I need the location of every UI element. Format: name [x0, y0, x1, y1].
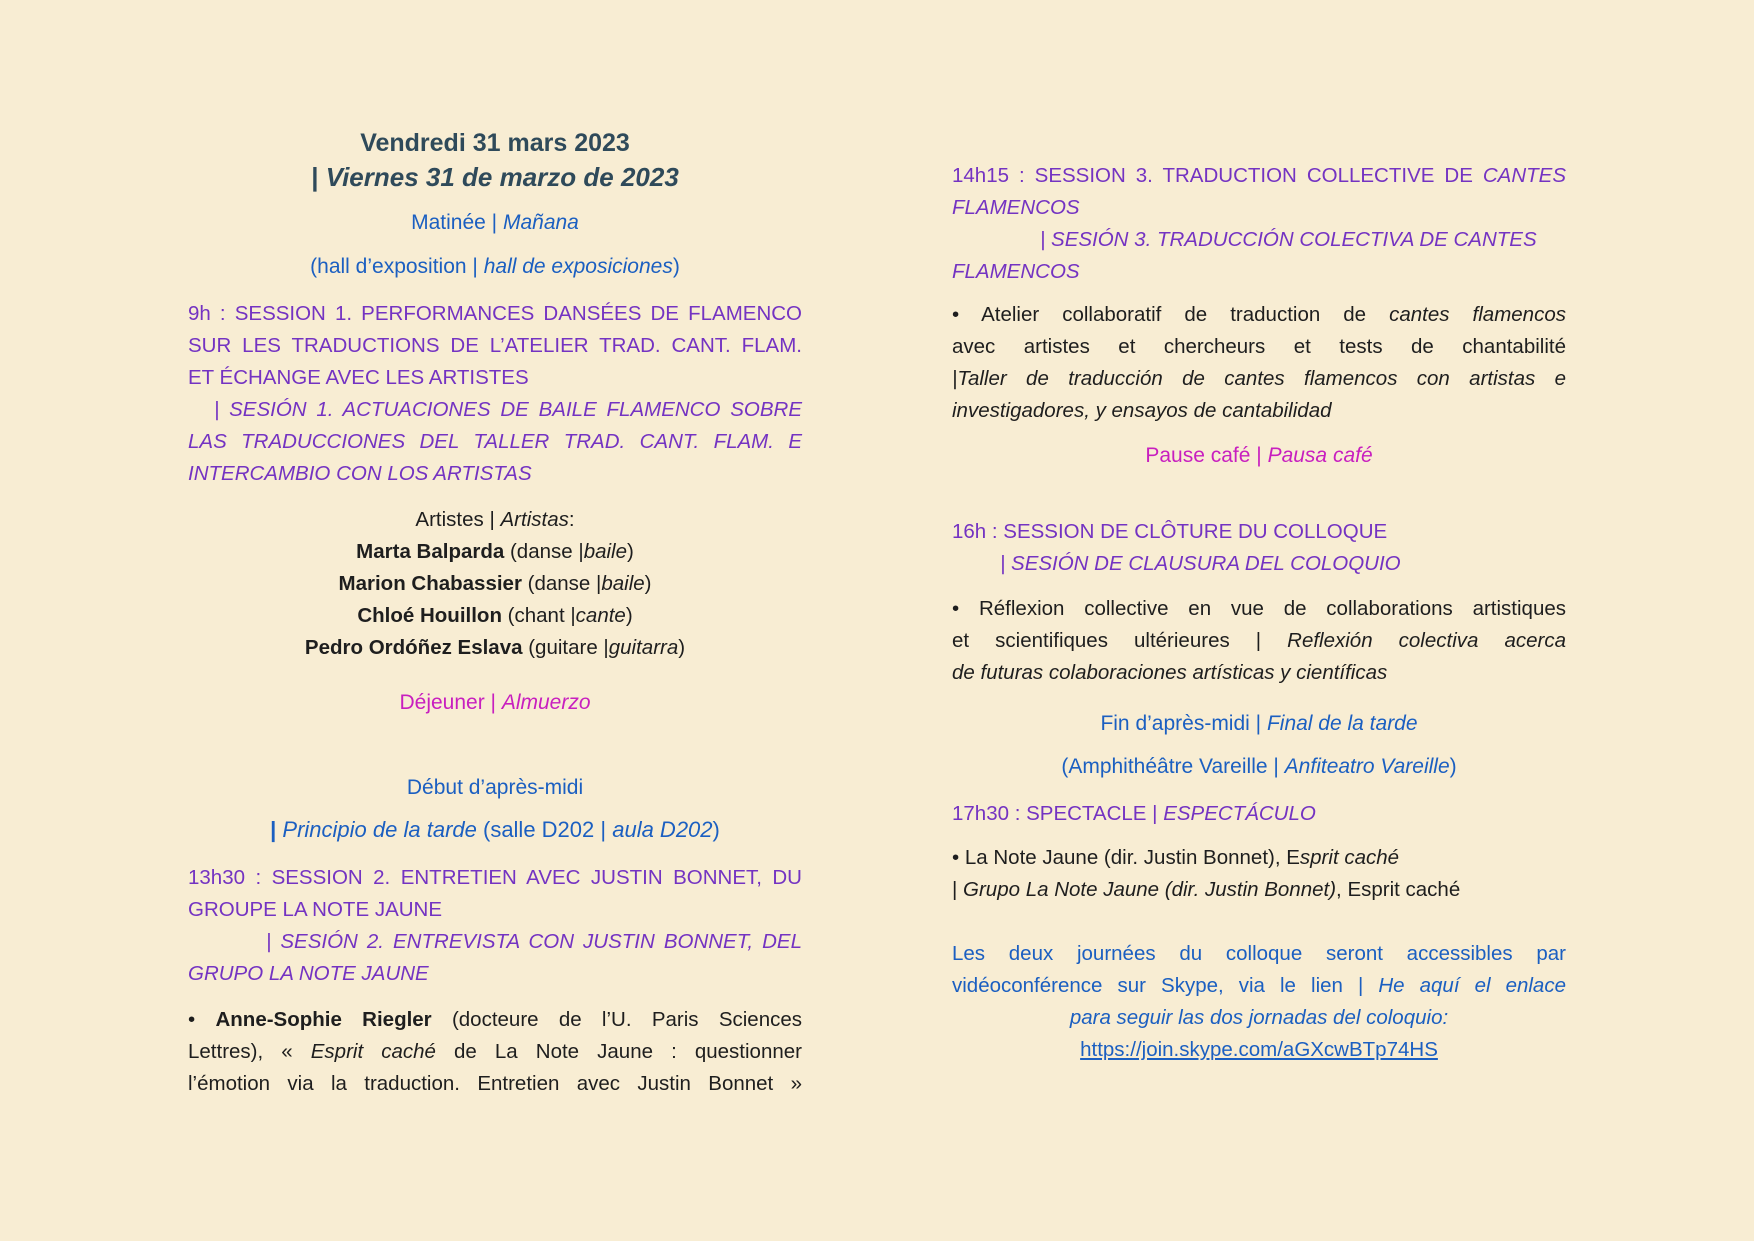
show-text: • La Note Jaune (dir. Justin Bonnet), E — [952, 846, 1300, 869]
hall-close: ) — [672, 255, 680, 278]
artists-heading — [188, 504, 802, 536]
hall-fr: (hall d’exposition | — [310, 255, 484, 278]
session2-block — [188, 862, 802, 990]
morning-fr: Matinée | — [411, 211, 503, 234]
artists-list — [188, 504, 802, 664]
talk-line2 — [188, 1036, 802, 1068]
date-es — [188, 160, 802, 194]
talk-line3: l’émotion via la traduction. Entretien avec Justin Bonnet » — [188, 1072, 802, 1095]
show-italic: sprit caché — [1299, 846, 1400, 869]
session1-es-line1: | SESIÓN 1. ACTUACIONES DE BAILE FLAMENCO SOBRE — [214, 398, 802, 421]
closing-session — [952, 516, 1566, 580]
lunch-fr: Déjeuner | — [399, 691, 502, 714]
artist-role-es: baile — [583, 540, 627, 563]
artist-item — [188, 600, 802, 632]
date-es-text: Viernes 31 de marzo de 2023 — [325, 162, 679, 192]
access-text: vidéoconférence sur Skype, via le — [952, 974, 1312, 997]
room-close: ) — [712, 817, 720, 842]
session3-fr-line2: FLAMENCOS — [952, 196, 1080, 219]
closing-fr: 16h : SESSION DE CLÔTURE DU COLLOQUE — [952, 520, 1388, 543]
session1-fr-line1: 9h : SESSION 1. PERFORMANCES DANSÉES DE FLAMENCO — [188, 302, 802, 325]
artist-item — [188, 568, 802, 600]
afternoon-label: Début d’après-midi — [406, 776, 584, 799]
talk-affiliation: (docteure de l’U. Paris Sciences — [431, 1008, 802, 1031]
access-link-line — [952, 1034, 1566, 1066]
session3-es-line1: | SESIÓN 3. TRADUCCIÓN COLECTIVA DE CANTES — [1040, 228, 1537, 251]
artist-name: Pedro Ordóñez Eslava — [304, 636, 523, 659]
lunch-break — [188, 687, 802, 719]
session3-fr-text: 14h15 : SESSION 3. TRADUCTION COLLECTIVE DE — [952, 164, 1483, 187]
afternoon-room — [188, 814, 802, 847]
access-line2 — [952, 970, 1566, 1002]
talk-title-italic: Esprit caché — [310, 1040, 436, 1063]
artist-role-close: ) — [627, 540, 634, 563]
access-italic: He aquí el enlace — [1378, 974, 1566, 997]
show-line1 — [952, 842, 1566, 874]
amphi-location — [952, 751, 1566, 783]
talk-block — [188, 1004, 802, 1100]
session3-fr-italic: CANTES — [1482, 164, 1566, 187]
show-es: ESPECTÁCULO — [1163, 802, 1316, 825]
workshop-line4: investigadores, y ensayos de cantabilidad — [952, 399, 1332, 422]
artist-role-es: guitarra — [608, 636, 679, 659]
access-line1: Les deux journées du colloque seront accessibles par — [952, 942, 1566, 965]
session3-fr-line1 — [952, 160, 1566, 192]
show-session — [952, 798, 1566, 830]
session1-fr-line3: ET ÉCHANGE AVEC LES ARTISTES — [188, 366, 529, 389]
artist-role-es: baile — [601, 572, 645, 595]
workshop-text: • Atelier collaboratif de traduction de — [952, 303, 1390, 326]
late-es: Final de la tarde — [1266, 712, 1418, 735]
bullet: • — [188, 1008, 216, 1031]
amphi-es: Anfiteatro Vareille — [1284, 755, 1450, 778]
artist-role-fr: (danse | — [521, 572, 602, 595]
workshop-block — [952, 299, 1566, 427]
reflection-text: et scientifiques ultérieures | — [952, 629, 1288, 652]
show-italic: Grupo La Note Jaune (dir. Justin Bonnet) — [963, 878, 1337, 901]
artist-name: Marion Chabassier — [338, 572, 522, 595]
show-text: , Esprit caché — [1336, 878, 1461, 901]
room-fr: (salle D202 | — [476, 817, 613, 842]
talk-line1 — [188, 1004, 802, 1036]
amphi-close: ) — [1449, 755, 1457, 778]
date-fr: Vendredi 31 mars 2023 — [360, 129, 630, 157]
lunch-es: Almuerzo — [501, 691, 591, 714]
afternoon-bar: | — [270, 817, 283, 842]
access-link-word: lien | — [1311, 974, 1379, 997]
session2-es-line2: GRUPO LA NOTE JAUNE — [188, 962, 429, 985]
artist-role-fr: (guitare | — [522, 636, 609, 659]
reflection-line2 — [952, 625, 1566, 657]
artist-name: Chloé Houillon — [357, 604, 502, 627]
artist-role-close: ) — [644, 572, 652, 595]
reflection-italic: Reflexión colectiva acerca — [1287, 629, 1566, 652]
morning-es: Mañana — [502, 211, 579, 234]
session2-es-line1: | SESIÓN 2. ENTREVISTA CON JUSTIN BONNET, DEL — [266, 930, 802, 953]
late-afternoon-label — [952, 708, 1566, 740]
artists-fr: Artistes | — [415, 508, 501, 531]
artist-item — [188, 632, 802, 664]
workshop-italic: cantes flamencos — [1389, 303, 1566, 326]
closing-es: | SESIÓN DE CLAUSURA DEL COLOQUIO — [1000, 552, 1401, 575]
coffee-break — [952, 440, 1566, 472]
day-heading — [188, 126, 802, 194]
artist-role-fr: (danse | — [504, 540, 584, 563]
artist-role-close: ) — [678, 636, 686, 659]
room-es: aula D202 — [612, 817, 713, 842]
coffee-es: Pausa café — [1267, 444, 1373, 467]
artist-role-close: ) — [625, 604, 633, 627]
reflection-block — [952, 593, 1566, 689]
session1-fr-line2: SUR LES TRADUCTIONS DE L’ATELIER TRAD. CANT. FLAM. — [188, 334, 802, 357]
afternoon-es: Principio de la tarde — [282, 817, 477, 842]
show-line2 — [952, 874, 1566, 906]
session1-es-line3: INTERCAMBIO CON LOS ARTISTAS — [188, 462, 532, 485]
workshop-line3: |Taller de traducción de cantes flamencos con artistas e — [952, 367, 1566, 390]
date-es-bar: | — [311, 162, 326, 192]
session1-block — [188, 298, 802, 490]
reflection-line1: • Réflexion collective en vue de collaborations artistiques — [952, 597, 1566, 620]
reflection-line3: de futuras colaboraciones artísticas y científicas — [952, 661, 1388, 684]
show-text: | — [952, 878, 964, 901]
hall-es: hall de exposiciones — [483, 255, 673, 278]
artist-role-fr: (chant | — [501, 604, 576, 627]
artist-role-es: cante — [575, 604, 626, 627]
workshop-line1 — [952, 299, 1566, 331]
artist-item — [188, 536, 802, 568]
workshop-line2: avec artistes et chercheurs et tests de chantabilité — [952, 335, 1566, 358]
show-fr: 17h30 : SPECTACLE | — [952, 802, 1164, 825]
late-fr: Fin d’après-midi | — [1100, 712, 1267, 735]
hall-location — [188, 251, 802, 283]
artist-name: Marta Balparda — [356, 540, 505, 563]
morning-label — [188, 207, 802, 239]
session3-es-line2: FLAMENCOS — [952, 260, 1080, 283]
access-block — [952, 938, 1566, 1066]
skype-link[interactable]: https://join.skype.com/aGXcwBTp74HS — [1080, 1038, 1438, 1061]
session1-es-line2: LAS TRADUCCIONES DEL TALLER TRAD. CANT. FLAM. E — [188, 430, 802, 453]
coffee-fr: Pause café | — [1145, 444, 1268, 467]
access-line3: para seguir las dos jornadas del coloquio: — [1069, 1006, 1449, 1029]
show-block — [952, 842, 1566, 906]
amphi-fr: (Amphithéâtre Vareille | — [1061, 755, 1285, 778]
session2-fr-line2: GROUPE LA NOTE JAUNE — [188, 898, 443, 921]
session3-block — [952, 160, 1566, 288]
talk-text: Lettres), « — [188, 1040, 311, 1063]
talk-text: de La Note Jaune : questionner — [435, 1040, 802, 1063]
artists-colon: : — [568, 508, 575, 531]
talk-speaker: Anne-Sophie Riegler — [215, 1008, 432, 1031]
session2-fr-line1: 13h30 : SESSION 2. ENTRETIEN AVEC JUSTIN BONNET, DU — [188, 866, 802, 889]
artists-es: Artistas — [500, 508, 569, 531]
